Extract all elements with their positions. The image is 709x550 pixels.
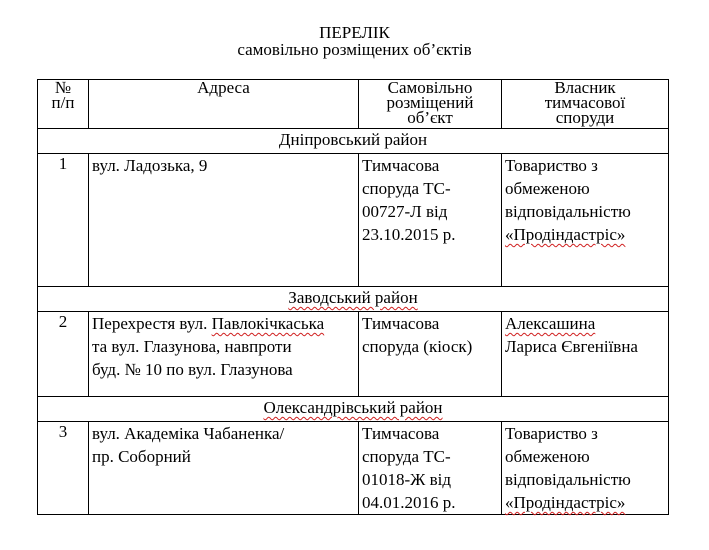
address-line: буд. № 10 по вул. Глазунова bbox=[92, 360, 293, 379]
owner-cell bbox=[502, 154, 669, 287]
header-object-line: об’єкт bbox=[407, 108, 453, 127]
table-row bbox=[38, 154, 669, 287]
object-line: споруда ТС- bbox=[362, 179, 451, 198]
objects-table bbox=[37, 79, 669, 515]
owner-cell bbox=[502, 422, 669, 515]
address-line bbox=[92, 312, 355, 335]
address-line: вул. Академіка Чабаненка/ bbox=[92, 424, 285, 443]
object-line: Тимчасова bbox=[362, 424, 440, 443]
header-number-line: № bbox=[54, 78, 72, 97]
owner-surname-text: Алексашина bbox=[505, 314, 596, 333]
object-cell bbox=[359, 422, 502, 515]
object-line: 04.01.2016 р. bbox=[362, 493, 456, 512]
header-owner-line: Власник bbox=[554, 78, 616, 97]
row-number: 1 bbox=[38, 154, 89, 287]
document-subtitle: самовільно розміщених об’єктів bbox=[237, 40, 472, 59]
district-row bbox=[38, 129, 669, 154]
object-line: Тимчасова bbox=[362, 314, 440, 333]
header-address-label: Адреса bbox=[197, 78, 250, 97]
owner-line: обмеженою bbox=[505, 447, 590, 466]
owner-name-text: «Продіндастріс» bbox=[505, 225, 626, 244]
owner-line: відповідальністю bbox=[505, 202, 631, 221]
object-cell bbox=[359, 154, 502, 287]
object-line: 23.10.2015 р. bbox=[362, 225, 456, 244]
owner-line: Товариство з bbox=[505, 156, 598, 175]
address-cell bbox=[89, 422, 359, 515]
object-line: 01018-Ж від bbox=[362, 470, 452, 489]
header-number-line: п/п bbox=[51, 93, 75, 112]
address-line: вул. Ладозька, 9 bbox=[92, 156, 208, 175]
row-number: 3 bbox=[38, 422, 89, 515]
district-name-text: Олександрівський район bbox=[263, 398, 443, 417]
owner-line: обмеженою bbox=[505, 179, 590, 198]
document-title: ПЕРЕЛІК bbox=[319, 23, 390, 42]
object-cell bbox=[359, 312, 502, 397]
address-line: та вул. Глазунова, навпроти bbox=[92, 337, 292, 356]
owner-name-text: «Продіндастріс» bbox=[505, 493, 626, 512]
address-cell bbox=[89, 154, 359, 287]
header-owner bbox=[502, 80, 669, 129]
address-cell bbox=[89, 312, 359, 397]
object-line: 00727-Л від bbox=[362, 202, 448, 221]
table-row bbox=[38, 422, 669, 515]
address-text: Перехрестя вул. bbox=[92, 314, 212, 333]
row-number: 2 bbox=[38, 312, 89, 397]
header-number bbox=[38, 80, 89, 129]
header-owner-line: споруди bbox=[555, 108, 615, 127]
header-object bbox=[359, 80, 502, 129]
owner-line: Лариса Євгеніївна bbox=[505, 337, 638, 356]
header-object-line: розміщений bbox=[386, 93, 474, 112]
district-row bbox=[38, 287, 669, 312]
header-owner-line: тимчасової bbox=[544, 93, 626, 112]
district-name: Дніпровський район bbox=[38, 129, 669, 154]
street-name-text: Павлокічкаська bbox=[211, 314, 325, 333]
district-row bbox=[38, 397, 669, 422]
district-name-text: Заводський район bbox=[288, 288, 418, 307]
table-header-row bbox=[38, 80, 669, 129]
district-name bbox=[38, 287, 669, 312]
object-line: Тимчасова bbox=[362, 156, 440, 175]
owner-line: відповідальністю bbox=[505, 470, 631, 489]
header-address bbox=[89, 80, 359, 129]
object-line: споруда ТС- bbox=[362, 447, 451, 466]
owner-line bbox=[505, 312, 665, 335]
owner-cell bbox=[502, 312, 669, 397]
header-object-line: Самовільно bbox=[387, 78, 473, 97]
object-line: споруда (кіоск) bbox=[362, 337, 473, 356]
owner-line: Товариство з bbox=[505, 424, 598, 443]
owner-line bbox=[505, 223, 665, 246]
district-name bbox=[38, 397, 669, 422]
table-row bbox=[38, 312, 669, 397]
owner-line bbox=[505, 491, 665, 514]
address-line: пр. Соборний bbox=[92, 447, 191, 466]
